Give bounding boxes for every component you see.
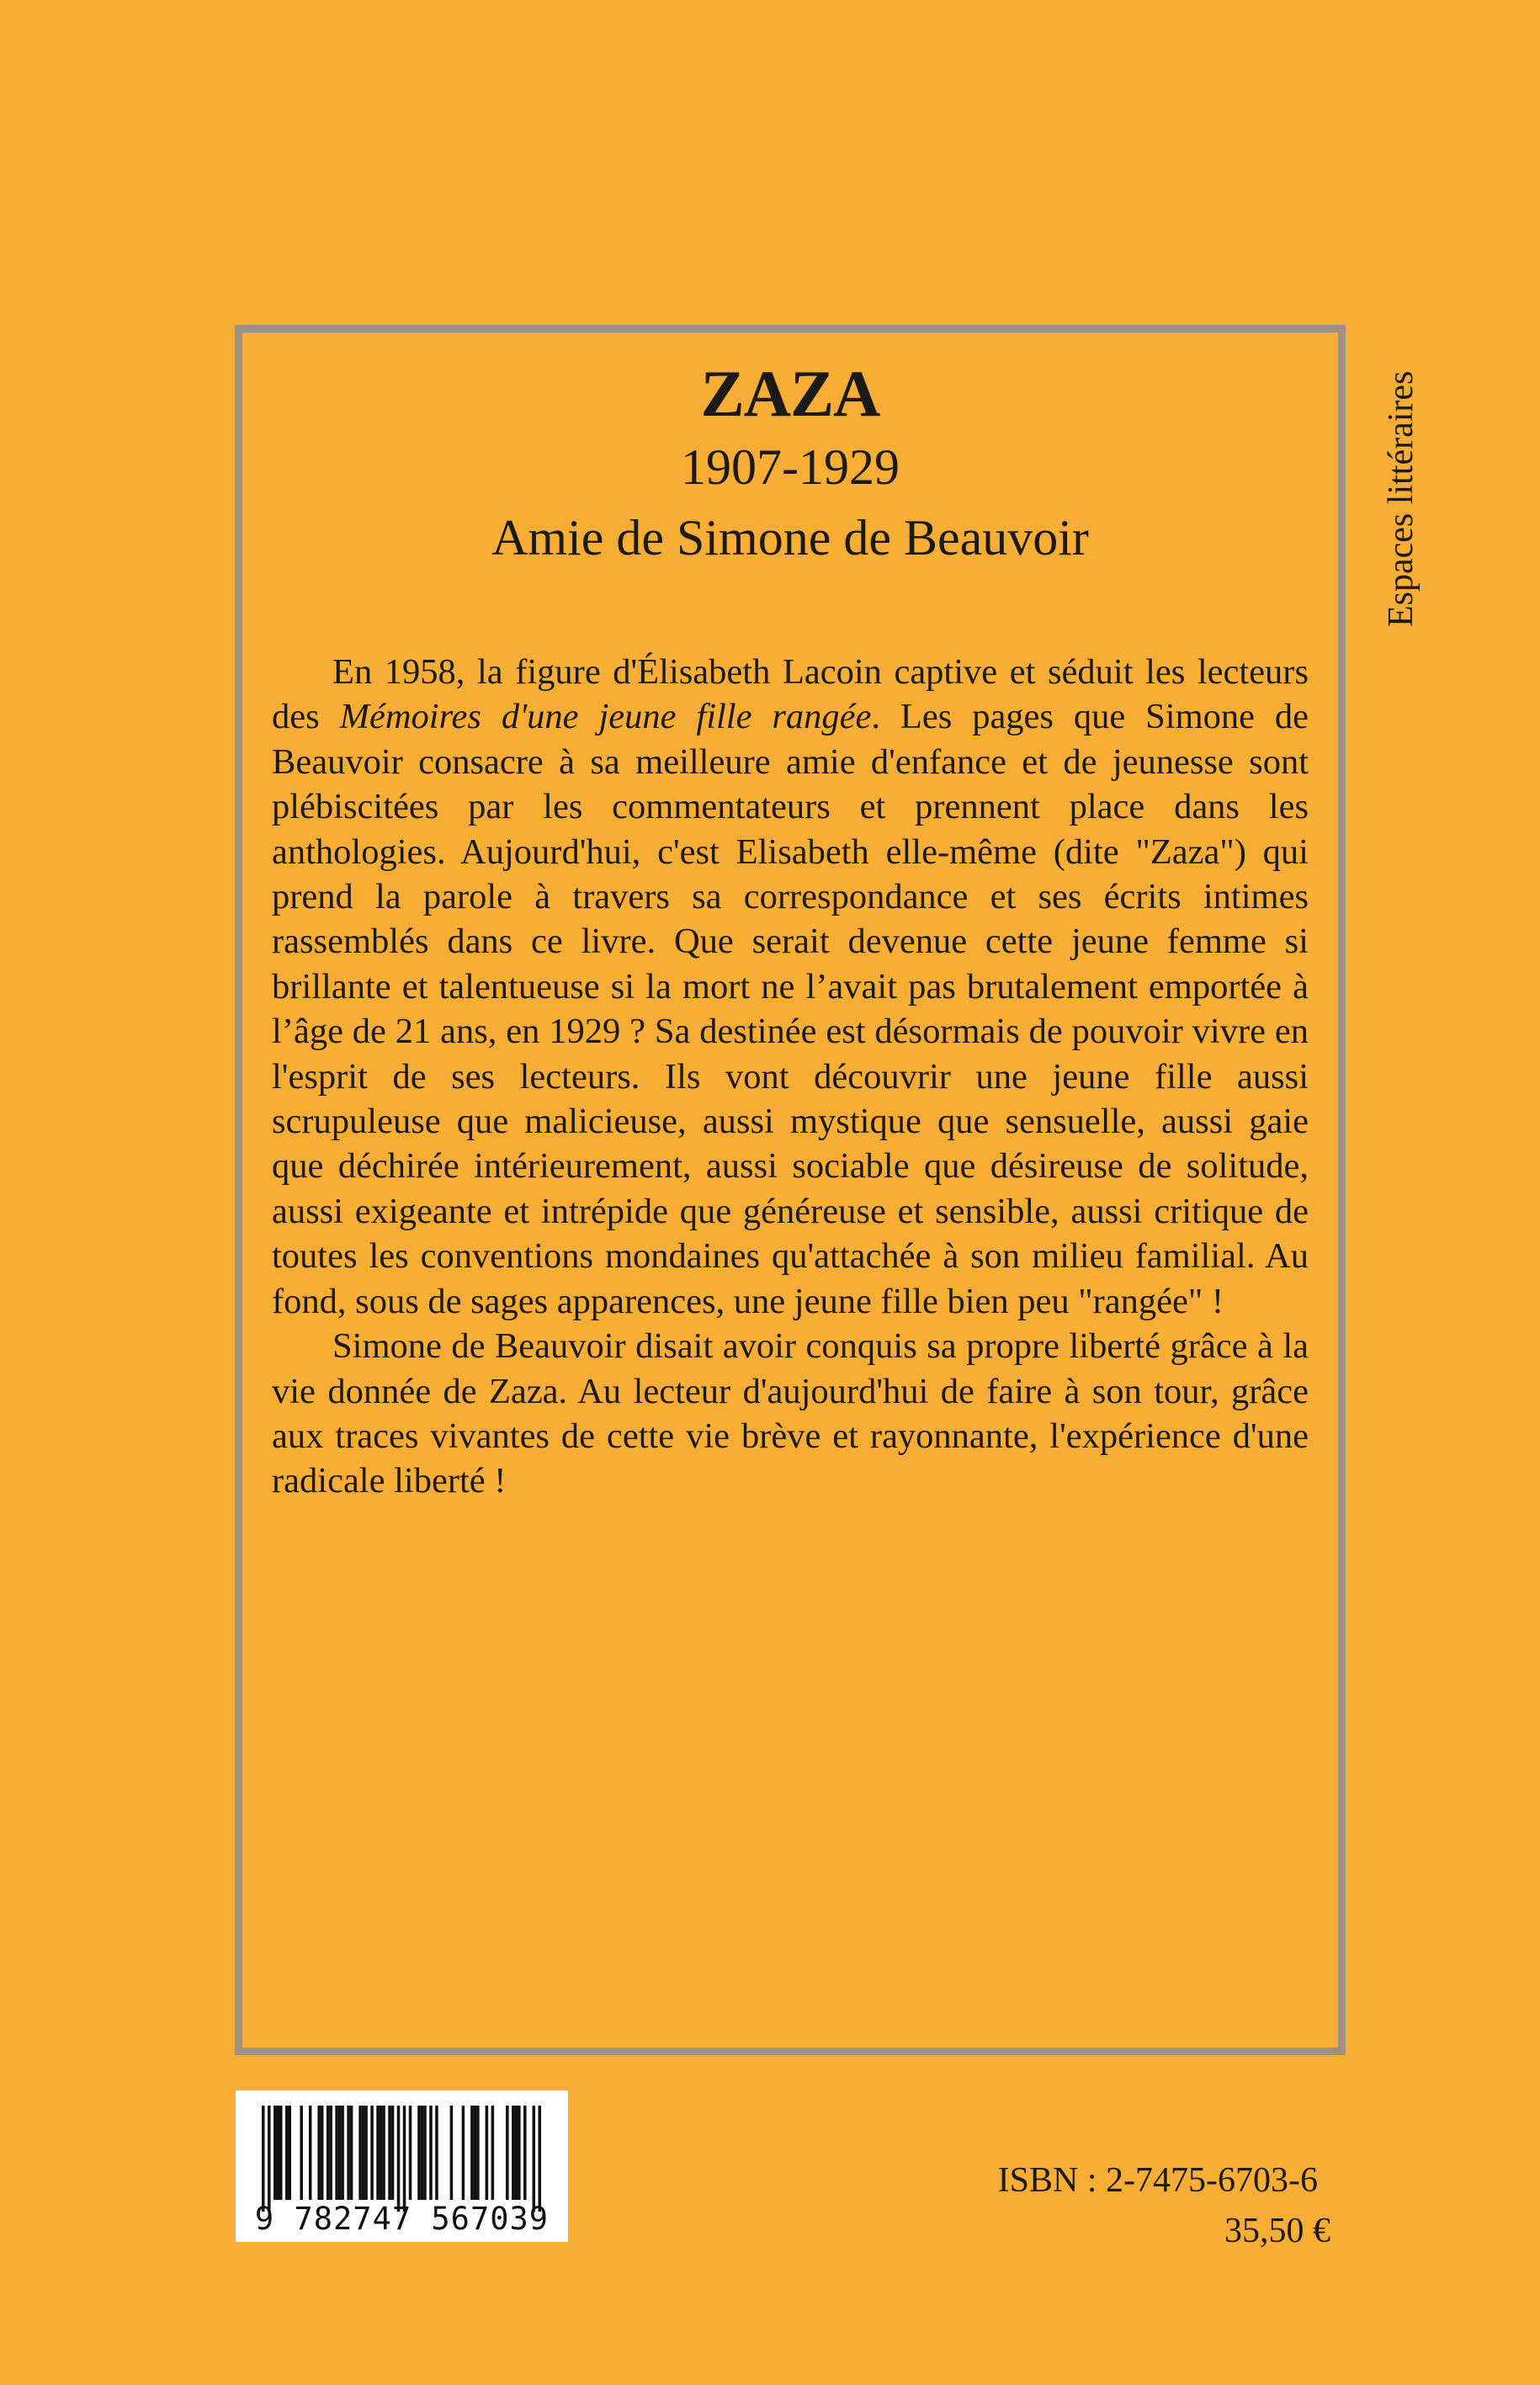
text-frame — [235, 325, 1346, 2055]
barcode-bar — [476, 2106, 480, 2200]
blurb-p1-rest: . Les pages que Simone de Beauvoir consacre à sa meilleure amie d'enfance et de jeunesse sont plébiscitées par les commentateurs et prennent place dans les anthologies. Aujourd'hui, c'est Elisabeth elle-même (dite "Zaza") qui prend la parole à travers sa correspondance et ses écrits intimes rassemblés dans ce livre. Que serait devenue cette jeune femme si brillante et talentueuse si la mort ne l’avait pas brutalement emportée à l’âge de 21 ans, en 1929 ? Sa destinée est désormais de pouvoir vivre en l'esprit de ses lecteurs. Ils vont découvrir une jeune fille aussi scrupuleuse que malicieuse, aussi mystique que sensuelle, aussi gaie que déchirée intérieurement, aussi sociable que désireuse de solitude, aussi exigeante et intrépide que généreuse et sensible, aussi critique de toutes les conventions mondaines qu'attachée à son milieu familial. Au fond, sous de sages apparences, une jeune fille bien peu "rangée" ! — [272, 697, 1309, 1321]
book-price: 35,50 € — [1224, 2212, 1330, 2250]
barcode-bar — [429, 2106, 433, 2200]
barcode-bar — [300, 2106, 303, 2200]
barcode-bar — [506, 2106, 509, 2200]
barcode-bar — [491, 2106, 495, 2200]
barcode-bar — [417, 2106, 421, 2200]
barcode-bar — [370, 2106, 374, 2200]
blurb-paragraph-1 — [272, 650, 1309, 1324]
barcode-bar — [391, 2106, 395, 2200]
barcode-bar — [421, 2106, 424, 2200]
barcode-bar — [486, 2106, 489, 2200]
barcode-bar — [350, 2106, 353, 2200]
barcode-bar — [380, 2106, 383, 2200]
barcode — [236, 2090, 568, 2242]
collection-label — [1380, 320, 1422, 627]
barcode-bar — [317, 2106, 321, 2200]
barcode-bar — [321, 2106, 324, 2200]
barcode-bar — [279, 2106, 283, 2200]
barcode-bar — [533, 2106, 536, 2212]
isbn-number: ISBN : 2-7475-6703-6 — [997, 2161, 1318, 2200]
barcode-bar — [403, 2106, 406, 2212]
collection-name: Espaces littéraires — [1382, 370, 1421, 627]
barcode-bar — [262, 2106, 265, 2212]
barcode-bar — [523, 2106, 527, 2200]
blurb-p1-intro: En 1958, la figure d'Élisabeth Lacoin captive et séduit les lecteurs des — [272, 652, 1309, 737]
barcode-bar — [364, 2106, 368, 2200]
barcode-bar — [512, 2106, 515, 2200]
barcode-bar — [388, 2106, 391, 2200]
barcode-bar — [397, 2106, 401, 2212]
barcode-bar — [362, 2106, 365, 2200]
back-cover-blurb — [272, 650, 1309, 1504]
life-years: 1907-1929 — [681, 439, 900, 495]
barcode-bar — [329, 2106, 332, 2200]
blurb-paragraph-2: Simone de Beauvoir disait avoir conquis sa propre liberté grâce à la vie donnée de Zaza. Au lecteur d'aujourd'hui de faire à son tour, grâce aux traces vivantes de cette vie brève et rayonnante, l'expérience d'une radicale liberté ! — [272, 1326, 1309, 1501]
barcode-bar — [347, 2106, 350, 2200]
barcode-bar — [462, 2106, 465, 2200]
barcode-bar — [474, 2106, 477, 2200]
barcode-digits: 9 782747 567039 — [254, 2201, 550, 2237]
book-title: ZAZA — [700, 357, 880, 430]
barcode-bar — [382, 2106, 385, 2200]
barcode-bar — [539, 2106, 541, 2212]
barcode-bar — [341, 2106, 344, 2200]
barcode-bars — [262, 2106, 541, 2212]
barcode-bar — [358, 2106, 362, 2200]
barcode-bar — [285, 2106, 289, 2200]
book-subtitle: Amie de Simone de Beauvoir — [491, 510, 1089, 566]
barcode-bar — [376, 2106, 380, 2200]
barcode-bar — [268, 2106, 271, 2212]
barcode-bar — [470, 2106, 474, 2200]
barcode-bar — [450, 2106, 454, 2200]
barcode-bar — [327, 2106, 330, 2200]
barcode-bar — [288, 2106, 291, 2200]
barcode-bar — [515, 2106, 518, 2200]
barcode-bar — [338, 2106, 342, 2200]
barcode-bar — [335, 2106, 338, 2200]
barcode-bar — [273, 2106, 277, 2200]
barcode-bar — [309, 2106, 312, 2200]
cited-book-title: Mémoires d'une jeune fille rangée — [339, 697, 872, 737]
barcode-bar — [276, 2106, 279, 2200]
barcode-bar — [435, 2106, 438, 2200]
barcode-bar — [409, 2106, 412, 2200]
barcode-bar — [423, 2106, 427, 2200]
barcode-bar — [518, 2106, 521, 2200]
